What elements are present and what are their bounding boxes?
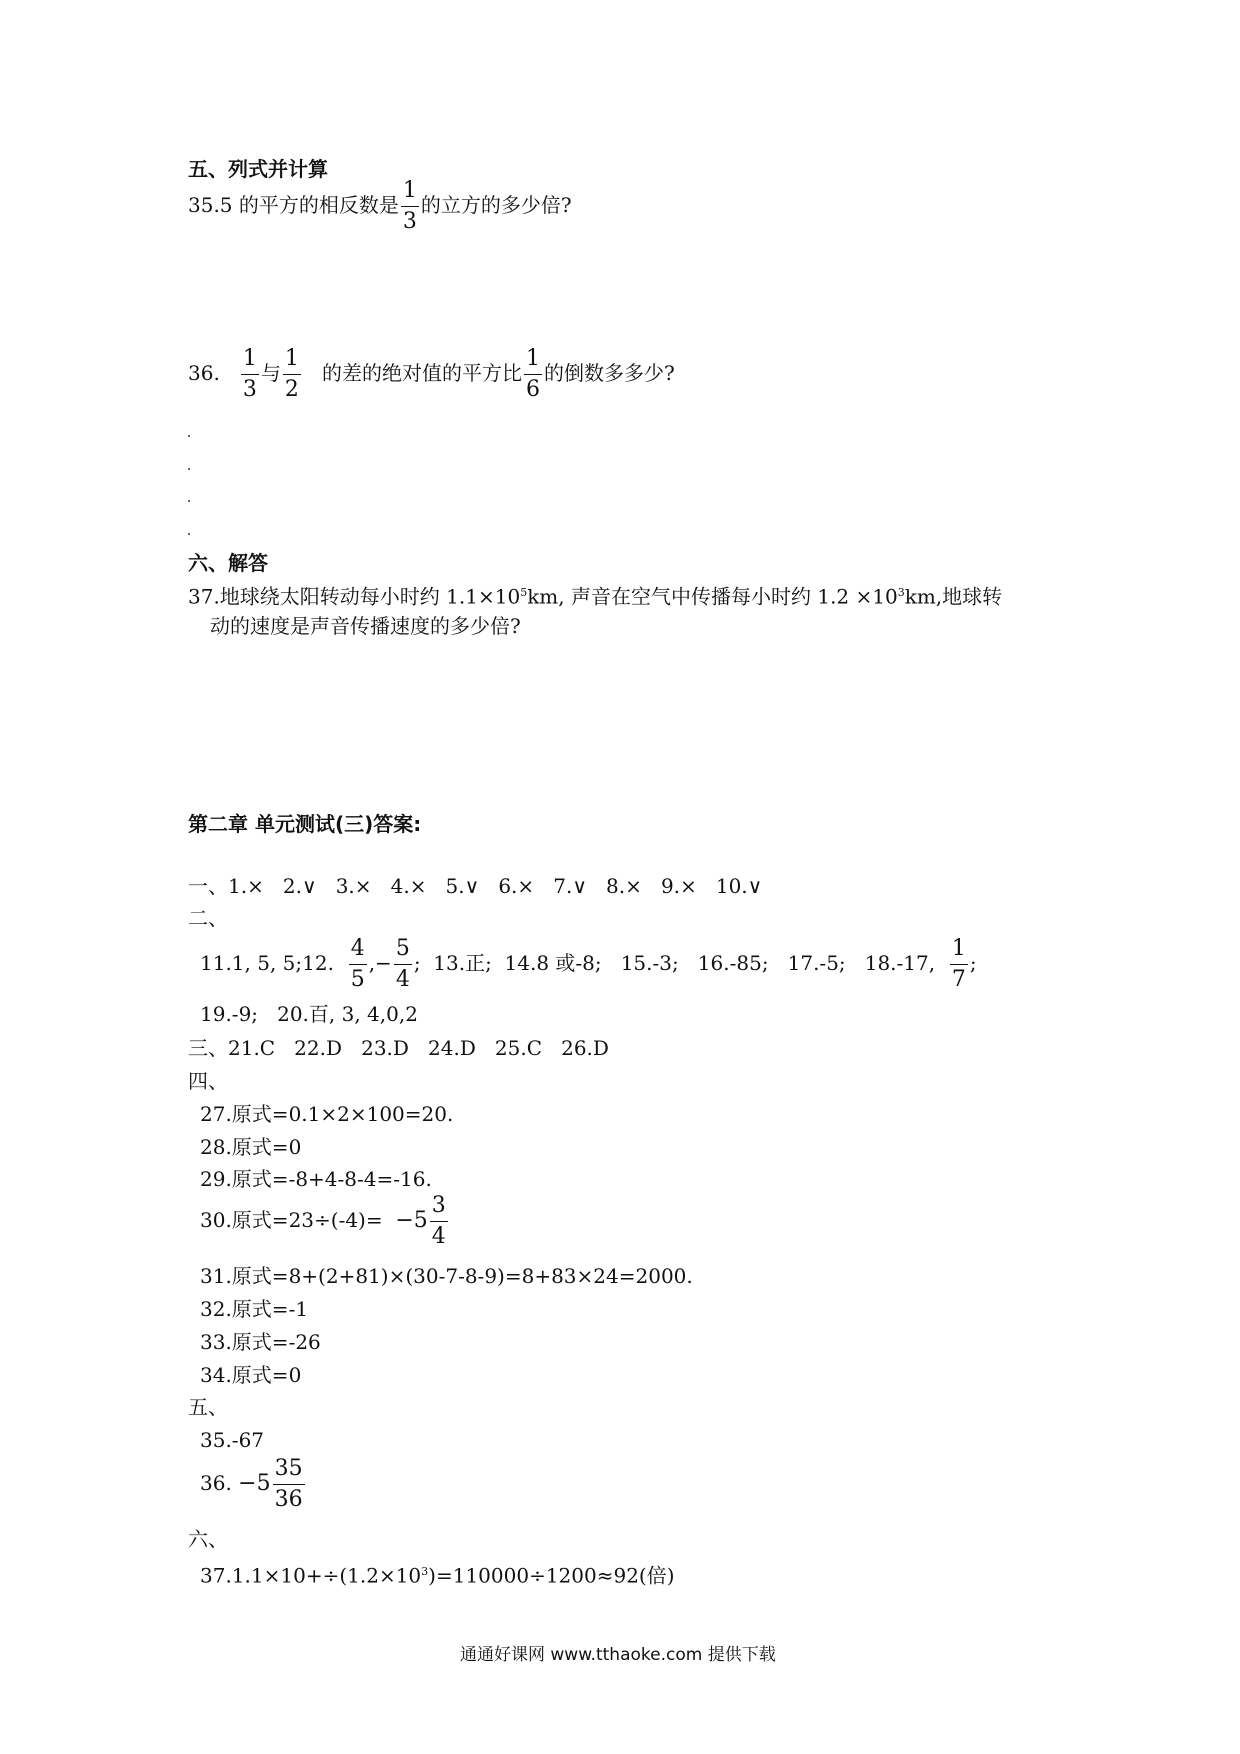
answer-29: 29.原式=-8+4-8-4=-16. (200, 1167, 432, 1191)
margin-dot (188, 500, 190, 502)
a36-whole: −5 (238, 1471, 271, 1496)
a36-frac-num: 35 (273, 1458, 305, 1485)
a36-fraction (273, 1458, 305, 1511)
q37-text-c: km,地球转 (904, 584, 1003, 609)
q37-text-b: km, 声音在空气中传播每小时约 1.2 ×10 (527, 584, 898, 609)
q37-exp-2: 3 (897, 586, 905, 599)
q36-number: 36. (188, 361, 220, 385)
q36-f1-num: 1 (241, 348, 259, 375)
q36-fraction-1 (241, 348, 259, 401)
q36-fraction-2 (283, 348, 301, 401)
q36-fraction-3 (524, 348, 542, 401)
margin-dot (188, 533, 190, 535)
q35-text-a: 35.5 的平方的相反数是 (188, 193, 399, 217)
footer-watermark: 通通好课网 www.tthaoke.com 提供下载 (460, 1645, 776, 1665)
answer-32: 32.原式=-1 (200, 1297, 309, 1321)
q36-f2-den: 2 (284, 377, 299, 402)
question-37-line-2: 动的速度是声音传播速度的多少倍? (210, 614, 521, 638)
r3-f2-num: 5 (394, 938, 412, 965)
answers-row-5: 三、21.C 22.D 23.D 24.D 25.C 26.D (188, 1036, 609, 1060)
q35-fraction (401, 180, 419, 233)
r3-f2-den: 4 (395, 967, 410, 992)
q37-exp-1: 5 (520, 586, 528, 599)
a36-number: 36. (200, 1471, 232, 1495)
q37-text-a: 37.地球绕太阳转动每小时约 1.1×10 (188, 584, 521, 609)
answer-27: 27.原式=0.1×2×100=20. (200, 1102, 454, 1126)
question-37-line-1 (188, 580, 1002, 610)
a36-frac-den: 36 (274, 1487, 303, 1512)
q36-mid: 的差的绝对值的平方比 (321, 361, 522, 385)
q35-frac-num: 1 (401, 180, 419, 207)
answer-37 (200, 1559, 675, 1589)
a37-text-a: 37.1.1×10+÷(1.2×10 (200, 1563, 422, 1588)
answer-36 (200, 1458, 307, 1511)
answer-33: 33.原式=-26 (200, 1330, 321, 1354)
answer-34: 34.原式=0 (200, 1363, 302, 1387)
answer-31: 31.原式=8+(2+81)×(30-7-8-9)=8+83×24=2000. (200, 1264, 693, 1288)
answers-row-6: 四、 (188, 1069, 228, 1093)
section-6-title: 六、解答 (188, 551, 268, 575)
question-35 (188, 180, 572, 233)
answers-row-2: 二、 (188, 906, 228, 930)
a37-text-b: )=110000÷1200≈92(倍) (428, 1563, 675, 1588)
r3-fraction-1 (349, 938, 367, 991)
a30-text: 30.原式=23÷(-4)= (200, 1208, 383, 1232)
r3-text-a: 11.1, 5, 5;12. (200, 951, 334, 975)
r3-text-b: ; 13.正; 14.8 或-8; 15.-3; 16.-85; 17.-5; 18.-17, (413, 951, 936, 975)
r3-f3-num: 1 (950, 938, 968, 965)
r3-fraction-3 (950, 938, 968, 991)
q36-yu: 与 (260, 361, 281, 385)
r3-text-c: ; (969, 951, 977, 975)
q36-f3-num: 1 (524, 348, 542, 375)
q36-f3-den: 6 (525, 377, 540, 402)
r3-separator: ,− (368, 951, 392, 975)
r3-f1-den: 5 (350, 967, 365, 992)
q35-text-b: 的立方的多少倍? (420, 193, 572, 217)
answers-row-1: 一、1.× 2.∨ 3.× 4.× 5.∨ 6.× 7.∨ 8.× 9.× 10.∨ (188, 874, 763, 898)
a37-exp: 3 (421, 1565, 429, 1578)
answers-row-3 (200, 938, 977, 991)
question-36 (188, 348, 675, 401)
a30-frac-num: 3 (430, 1195, 448, 1222)
a30-frac-den: 4 (431, 1224, 446, 1249)
section-5-title: 五、列式并计算 (188, 157, 328, 181)
a30-whole: −5 (395, 1208, 428, 1233)
answer-30 (200, 1195, 450, 1248)
answers-row-4: 19.-9; 20.百, 3, 4,0,2 (200, 1002, 418, 1026)
q35-frac-den: 3 (402, 209, 417, 234)
r3-fraction-2 (394, 938, 412, 991)
answers-row-8: 六、 (188, 1527, 228, 1551)
r3-f3-den: 7 (951, 967, 966, 992)
r3-f1-num: 4 (349, 938, 367, 965)
answer-35: 35.-67 (200, 1428, 265, 1452)
a30-fraction (430, 1195, 448, 1248)
q36-f2-num: 1 (283, 348, 301, 375)
margin-dot (188, 468, 190, 470)
answers-title: 第二章 单元测试(三)答案: (188, 812, 422, 836)
q36-end: 的倒数多多少? (543, 361, 675, 385)
q36-f1-den: 3 (242, 377, 257, 402)
answers-row-7: 五、 (188, 1395, 228, 1419)
margin-dot (188, 435, 190, 437)
answer-28: 28.原式=0 (200, 1135, 302, 1159)
